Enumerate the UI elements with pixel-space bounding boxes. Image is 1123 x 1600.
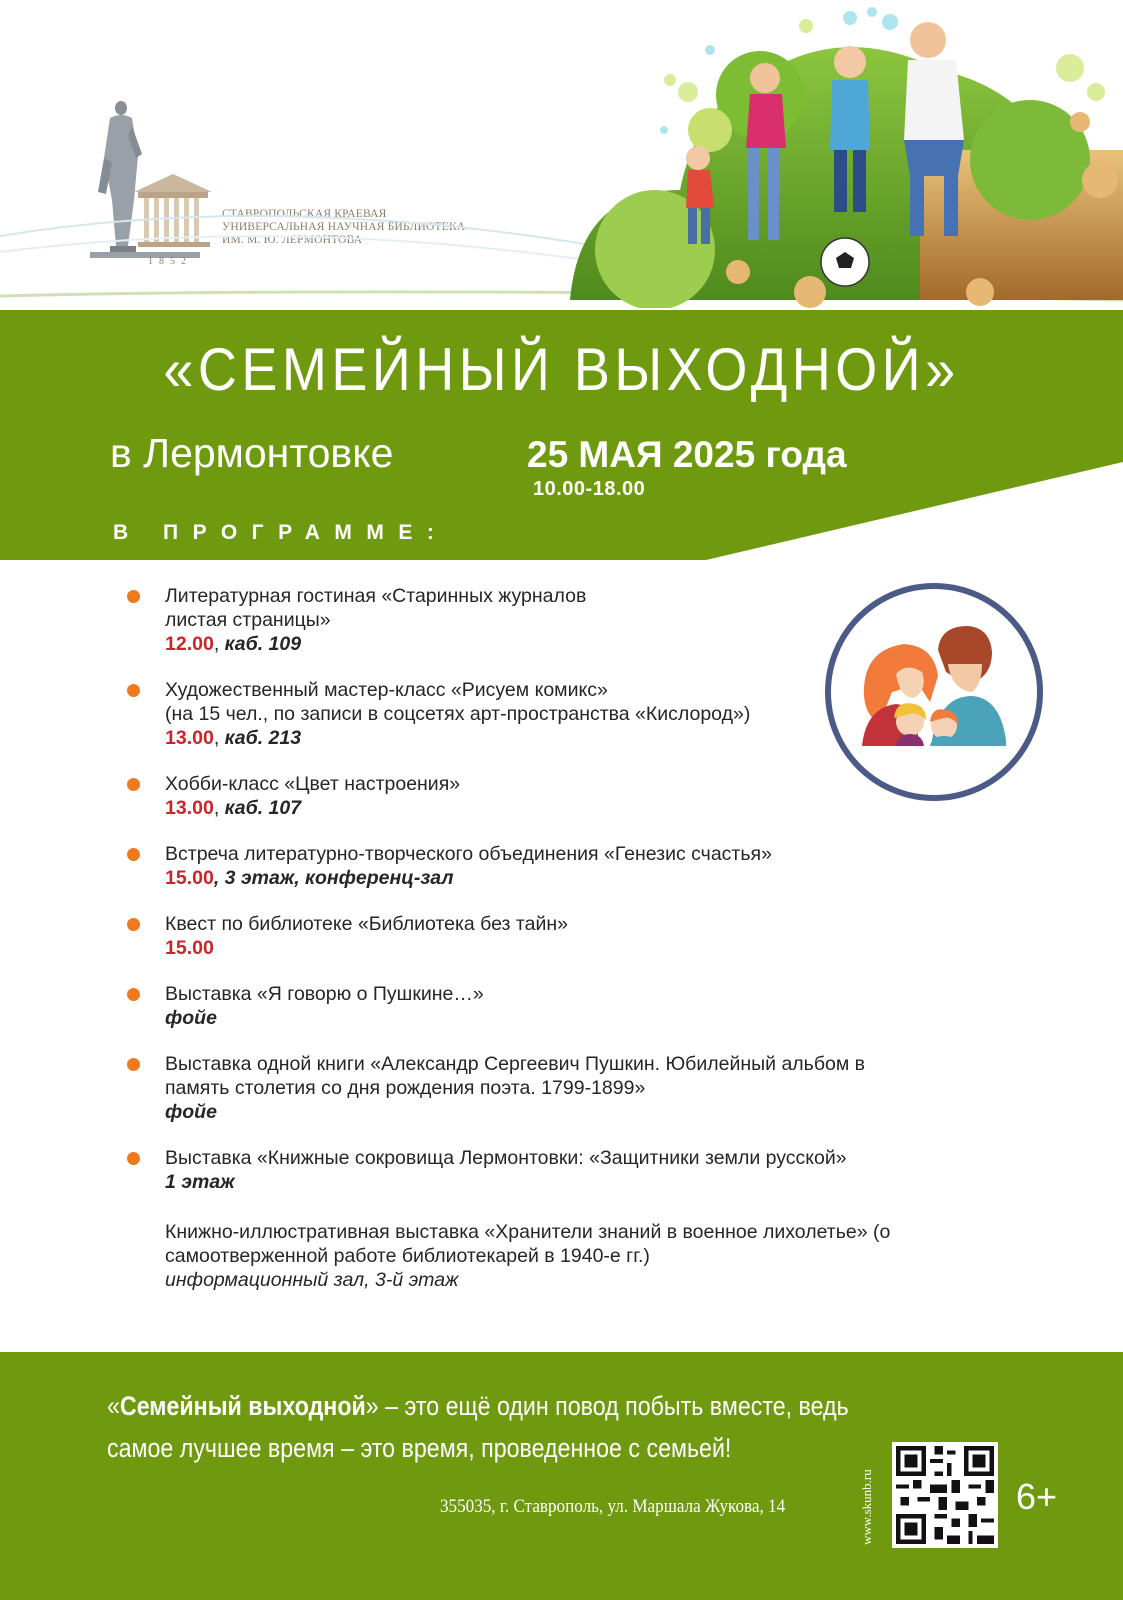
slogan-text: » – это ещё один повод побыть вместе, ведь самое лучшее время – это время, проведенное с семьей!: [107, 1391, 849, 1463]
item-separator: ,: [213, 797, 225, 819]
item-location: 1 этаж: [165, 1171, 235, 1193]
item-location: информационный зал, 3-й этаж: [165, 1269, 459, 1291]
svg-text:1852: 1852: [148, 256, 192, 267]
library-name-line: ИМ. М. Ю. ЛЕРМОНТОВА: [222, 234, 363, 246]
bullet-icon: [127, 988, 140, 1001]
item-text: Встреча литературно-творческого объединения «Генезис счастья»: [165, 843, 772, 865]
item-time: 13.00: [165, 727, 214, 749]
item-location: 3 этаж, конференц-зал: [224, 867, 454, 889]
item-text: Литературная гостиная «Старинных журналов: [165, 585, 587, 607]
bullet-icon: [127, 590, 140, 603]
website-link[interactable]: www.skunb.ru: [859, 1469, 874, 1545]
slogan-bold: Семейный выходной: [119, 1391, 366, 1421]
event-date: 25 МАЯ 2025 года: [527, 434, 847, 475]
item-time: 12.00: [165, 633, 214, 655]
library-name-line: СТАВРОПОЛЬСКАЯ КРАЕВАЯ: [222, 208, 387, 220]
item-text: Хобби-класс «Цвет настроения»: [165, 773, 461, 795]
title-band: [0, 310, 1123, 560]
item-time: 13.00: [165, 797, 214, 819]
item-text: Выставка «Книжные сокровища Лермонтовки: «Защитники земли русской»: [165, 1147, 847, 1169]
item-text: самоотверженной работе библиотекарей в 1940-е гг.): [165, 1245, 650, 1267]
footer: [0, 1352, 1123, 1600]
item-location: каб. 109: [224, 633, 302, 655]
item-time: 15.00: [165, 867, 214, 889]
family-running-photo: [560, 0, 1123, 308]
bullet-icon: [127, 1152, 140, 1165]
bullet-icon: [127, 684, 140, 697]
item-text: Книжно-иллюстративная выставка «Хранители знаний в военное лихолетье» (о: [165, 1221, 891, 1243]
item-text: Квест по библиотеке «Библиотека без тайн»: [165, 913, 568, 935]
item-text: Выставка «Я говорю о Пушкине…»: [165, 983, 484, 1005]
item-text: память столетия со дня рождения поэта. 1799-1899»: [165, 1077, 646, 1099]
bullet-icon: [127, 918, 140, 931]
item-location: каб. 213: [224, 727, 302, 749]
footer-slogan: [107, 1385, 881, 1469]
library-name-line: УНИВЕРСАЛЬНАЯ НАУЧНАЯ БИБЛИОТЕКА: [222, 221, 466, 233]
header: [0, 0, 1123, 308]
item-text: (на 15 чел., по записи в соцсетях арт-пространства «Кислород»): [165, 703, 751, 725]
list-item: [125, 912, 945, 960]
bullet-icon: [127, 1058, 140, 1071]
program-heading: В ПРОГРАММЕ:: [113, 521, 449, 544]
item-text: Выставка одной книги «Александр Сергеевич Пушкин. Юбилейный альбом в: [165, 1053, 866, 1075]
item-text: листая страницы»: [165, 609, 331, 631]
list-item: [125, 1146, 945, 1194]
bullet-icon: [127, 848, 140, 861]
event-subtitle: в Лермонтовке: [110, 430, 394, 476]
item-location: фойе: [165, 1007, 217, 1029]
qr-code-icon[interactable]: [892, 1442, 998, 1548]
item-meta: [165, 866, 945, 890]
list-item: [125, 1052, 945, 1124]
item-meta: [165, 936, 945, 960]
slogan-quote: «: [107, 1391, 120, 1421]
list-item-sub: [125, 1220, 945, 1292]
footer-address: 355035, г. Ставрополь, ул. Маршала Жукова, 14: [440, 1496, 786, 1517]
item-separator: ,: [213, 633, 225, 655]
item-text: Художественный мастер-класс «Рисуем комикс»: [165, 679, 608, 701]
event-time: 10.00-18.00: [533, 478, 646, 500]
event-title: «СЕМЕЙНЫЙ ВЫХОДНОЙ»: [163, 336, 960, 403]
list-item: [125, 842, 945, 890]
item-location: каб. 107: [224, 797, 302, 819]
family-icon: [822, 580, 1046, 804]
item-location: фойе: [165, 1101, 217, 1123]
bullet-icon: [127, 778, 140, 791]
list-item: [125, 982, 945, 1030]
age-rating: 6+: [1016, 1476, 1058, 1517]
item-separator: ,: [213, 727, 225, 749]
item-time: 15.00: [165, 937, 214, 959]
item-separator: ,: [213, 867, 225, 889]
